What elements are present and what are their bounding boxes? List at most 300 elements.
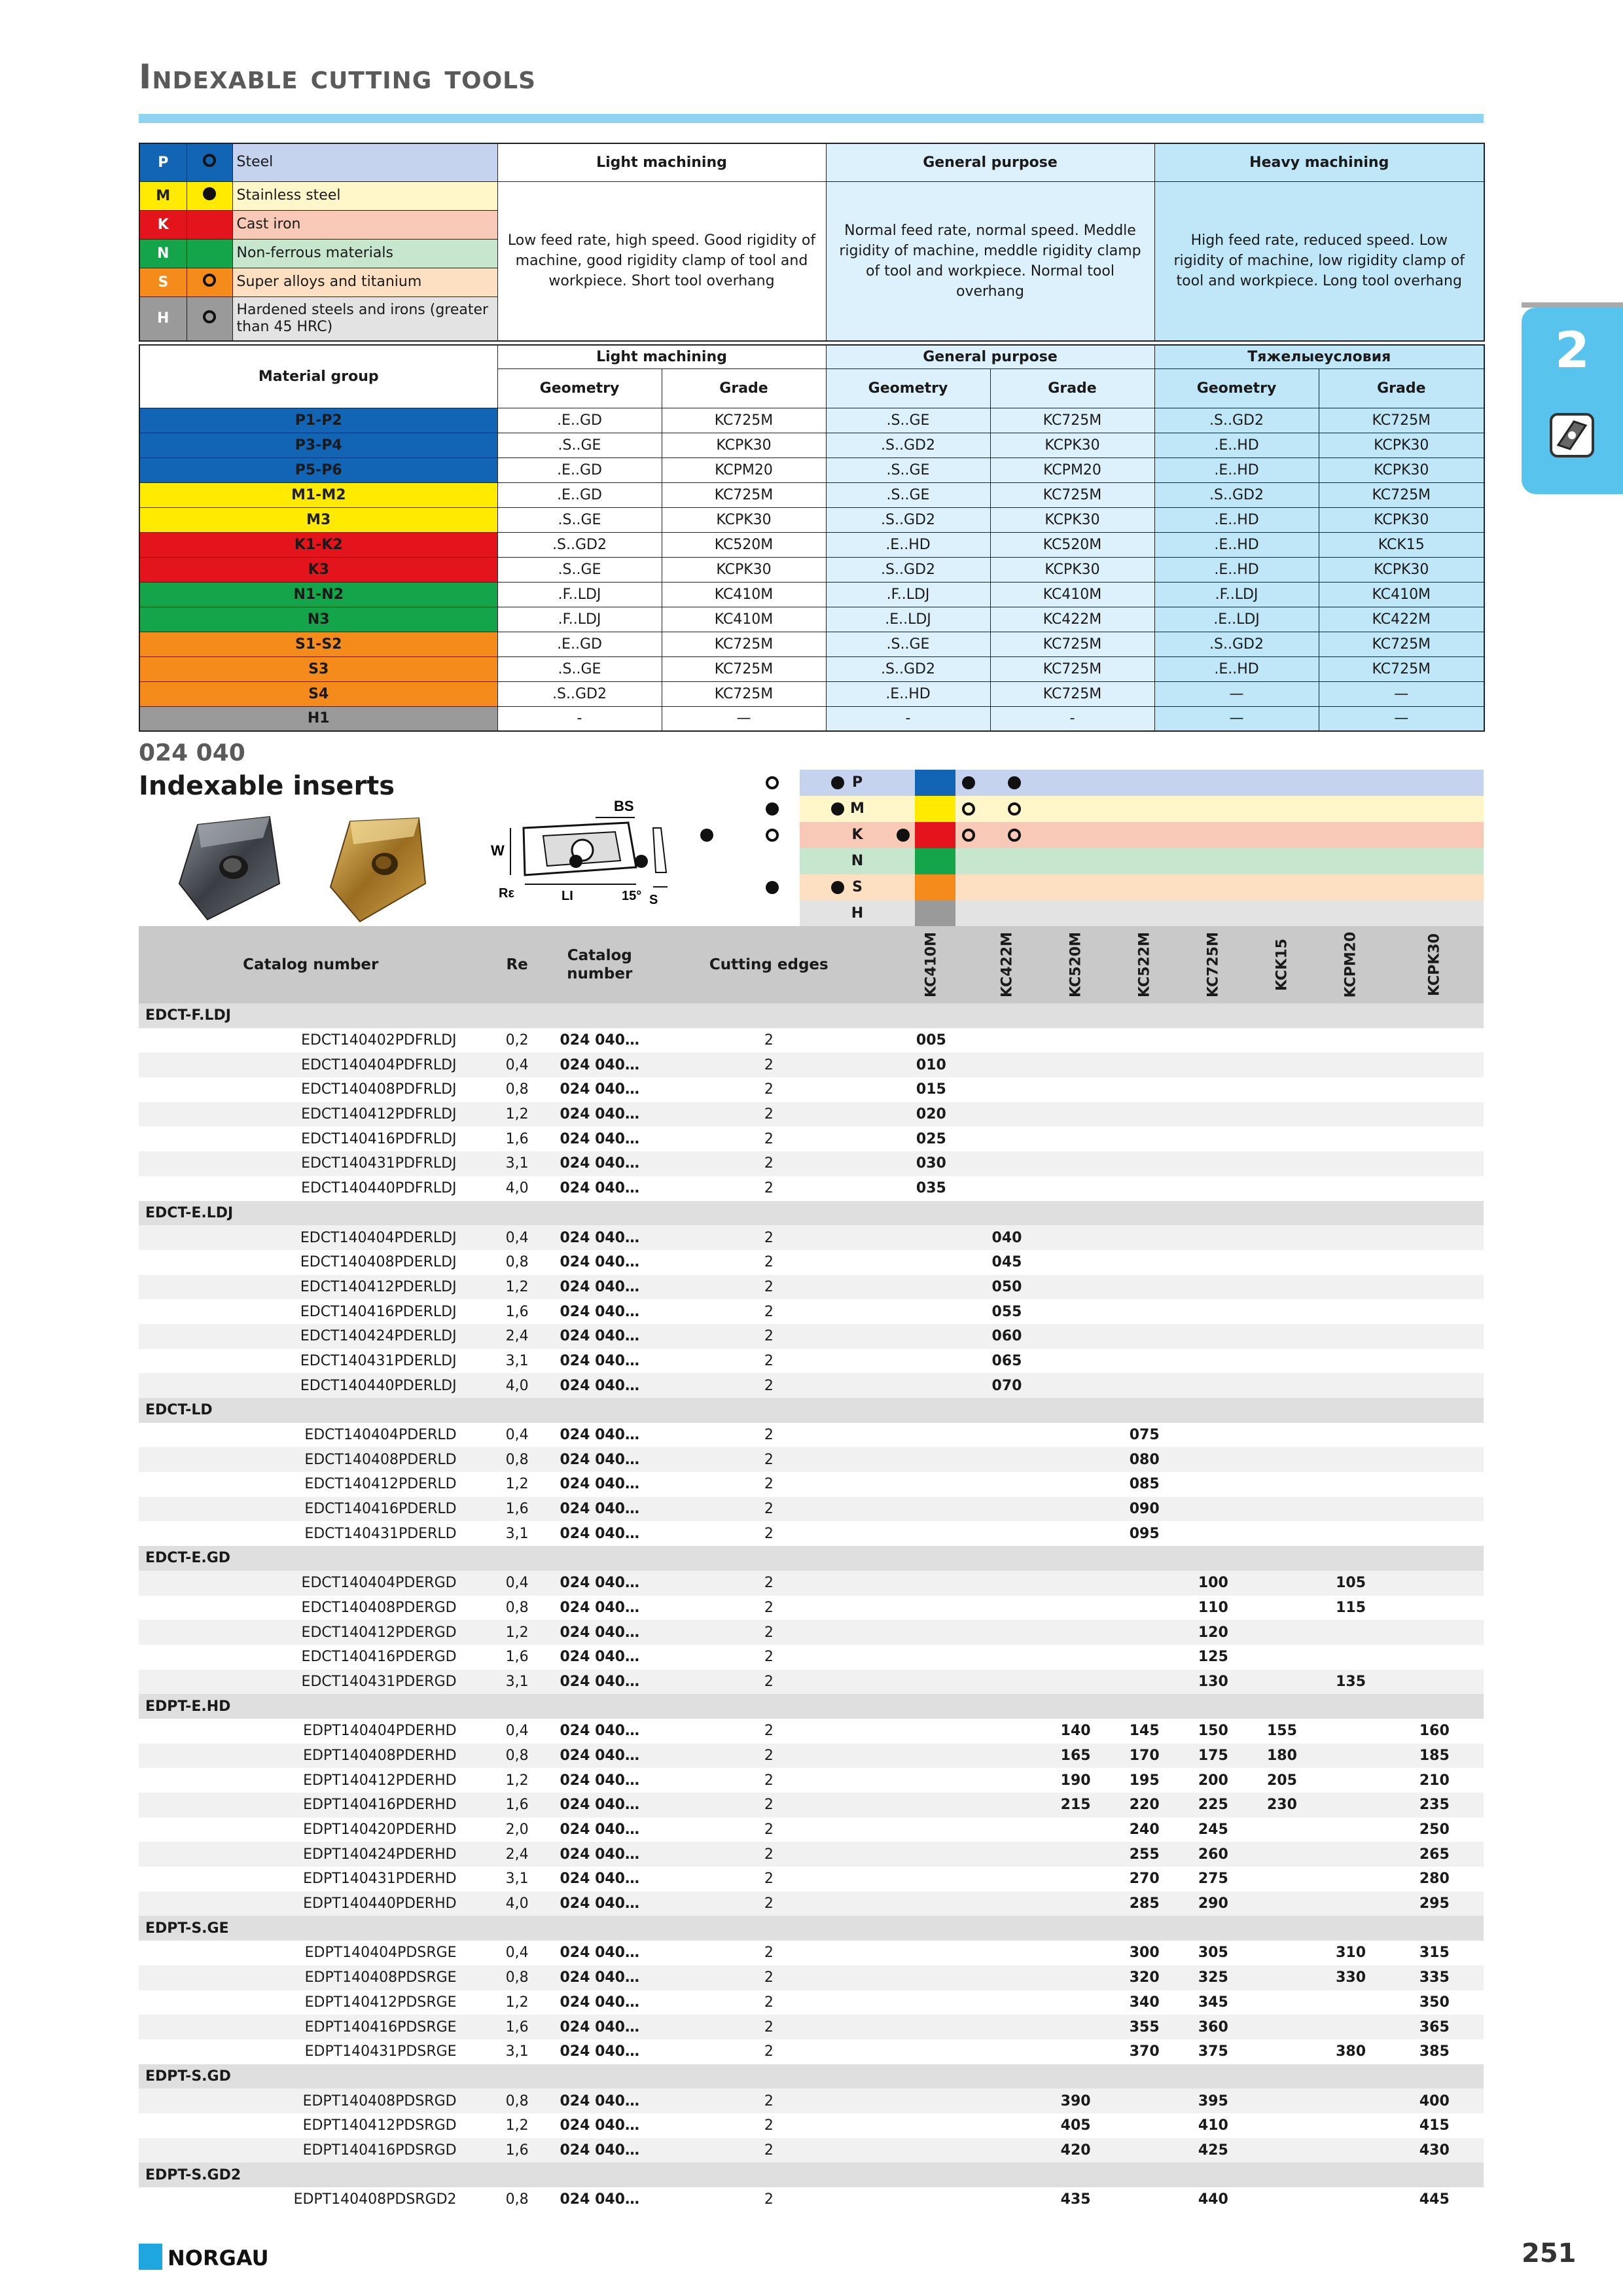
grade-code-cell bbox=[1317, 1620, 1385, 1645]
grade-code-cell bbox=[1247, 1447, 1316, 1472]
catalog-number-cell[interactable]: EDCT140408PDFRLDJ bbox=[139, 1077, 483, 1102]
grade-code-cell bbox=[890, 1250, 972, 1275]
cutting-edges-cell: 2 bbox=[648, 1052, 890, 1077]
grade-cell: KCPK30 bbox=[662, 433, 826, 457]
catalog-number-cell[interactable]: EDCT140416PDERGD bbox=[139, 1645, 483, 1670]
catalog-number-cell[interactable]: EDCT140404PDERGD bbox=[139, 1571, 483, 1596]
grade-code-cell bbox=[1041, 2039, 1110, 2064]
geometry-cell: — bbox=[1154, 706, 1319, 731]
grade-code-cell bbox=[1110, 1324, 1179, 1349]
grade-code-cell bbox=[890, 1596, 972, 1621]
catalog-number-cell[interactable]: EDPT140412PDSRGD bbox=[139, 2113, 483, 2138]
grade-chart-swatch bbox=[915, 848, 955, 874]
catalog-number-cell[interactable]: EDCT140408PDERLDJ bbox=[139, 1250, 483, 1275]
geometry-cell: .S..GD2 bbox=[497, 532, 662, 557]
catalog-row bbox=[139, 2138, 1484, 2163]
grade-code-cell bbox=[1317, 1867, 1385, 1892]
grade-code-cell: 170 bbox=[1110, 1744, 1179, 1768]
filled-dot-icon bbox=[569, 855, 582, 868]
catalog-number-cell[interactable]: EDPT140408PDERHD bbox=[139, 1744, 483, 1768]
catalog-number-cell[interactable]: EDCT140412PDERLD bbox=[139, 1472, 483, 1497]
filled-dot-icon bbox=[962, 776, 975, 789]
grade-code-cell: 275 bbox=[1179, 1867, 1247, 1892]
chapter-number: 2 bbox=[1555, 321, 1590, 379]
cutting-edges-cell: 2 bbox=[648, 1373, 890, 1398]
catalog-number-cell[interactable]: EDCT140431PDFRLDJ bbox=[139, 1151, 483, 1176]
grade-code-cell bbox=[972, 1670, 1041, 1695]
matrix-section-header: Light machining bbox=[497, 345, 826, 368]
grade-code-cell: 445 bbox=[1385, 2187, 1484, 2212]
grade-code-cell bbox=[972, 2138, 1041, 2163]
catalog-number-cell[interactable]: EDCT140412PDERGD bbox=[139, 1620, 483, 1645]
catalog-group-name: EDCT-E.GD bbox=[139, 1546, 1484, 1571]
catalog-ref-cell: 024 040… bbox=[552, 1670, 648, 1695]
geometry-cell: .E..HD bbox=[1154, 557, 1319, 582]
re-cell: 3,1 bbox=[483, 1349, 552, 1374]
catalog-row bbox=[139, 2039, 1484, 2064]
brand-logo bbox=[139, 2244, 329, 2270]
material-group-cell: K3 bbox=[139, 557, 497, 582]
catalog-number-cell[interactable]: EDPT140404PDSRGE bbox=[139, 1941, 483, 1965]
grade-code-cell: 220 bbox=[1110, 1793, 1179, 1818]
grade-code-cell: 085 bbox=[1110, 1472, 1179, 1497]
material-group-cell: H1 bbox=[139, 706, 497, 731]
grade-code-cell bbox=[890, 1965, 972, 1990]
catalog-row bbox=[139, 2015, 1484, 2039]
catalog-number-cell[interactable]: EDPT140416PDERHD bbox=[139, 1793, 483, 1818]
re-cell: 0,2 bbox=[483, 1028, 552, 1053]
grade-chart-row bbox=[800, 822, 1484, 848]
grade-code-cell bbox=[1317, 2089, 1385, 2113]
grade-code-cell bbox=[1385, 1176, 1484, 1201]
catalog-number-cell[interactable]: EDPT140408PDSRGD bbox=[139, 2089, 483, 2113]
catalog-number-cell[interactable]: EDCT140416PDFRLDJ bbox=[139, 1126, 483, 1151]
grade-code-cell bbox=[1179, 1299, 1247, 1324]
grade-code-cell bbox=[1317, 1275, 1385, 1300]
re-cell: 2,0 bbox=[483, 1818, 552, 1842]
grade-code-cell bbox=[890, 2089, 972, 2113]
catalog-number-cell[interactable]: EDCT140424PDERLDJ bbox=[139, 1324, 483, 1349]
material-group-cell: P3-P4 bbox=[139, 433, 497, 457]
grade-code-cell bbox=[972, 1102, 1041, 1127]
grade-code-cell: 425 bbox=[1179, 2138, 1247, 2163]
catalog-number-cell[interactable]: EDCT140431PDERLD bbox=[139, 1521, 483, 1546]
grade-code-cell bbox=[1385, 1349, 1484, 1374]
grade-code-cell bbox=[1179, 1225, 1247, 1250]
grade-code-cell: 405 bbox=[1041, 2113, 1110, 2138]
catalog-number-cell[interactable]: EDPT140412PDSRGE bbox=[139, 1990, 483, 2015]
material-code: P bbox=[139, 143, 187, 181]
grade-code-cell bbox=[1110, 1225, 1179, 1250]
catalog-row bbox=[139, 1052, 1484, 1077]
grade-cell: KCPK30 bbox=[990, 507, 1154, 532]
grade-code-cell bbox=[890, 2039, 972, 2064]
grade-code-cell: 350 bbox=[1385, 1990, 1484, 2015]
grade-header: Grade bbox=[990, 368, 1154, 408]
cutting-edges-cell: 2 bbox=[648, 2187, 890, 2212]
catalog-ref-cell: 024 040… bbox=[552, 1596, 648, 1621]
catalog-number-cell[interactable]: EDCT140404PDERLDJ bbox=[139, 1225, 483, 1250]
label-re: Rε bbox=[499, 886, 514, 901]
geometry-cell: .S..GE bbox=[826, 408, 990, 433]
cutting-edges-cell: 2 bbox=[648, 2138, 890, 2163]
grade-column-header bbox=[890, 926, 972, 1003]
re-cell: 1,6 bbox=[483, 2138, 552, 2163]
grade-code-cell bbox=[972, 1965, 1041, 1990]
catalog-ref-cell: 024 040… bbox=[552, 1990, 648, 2015]
re-cell: 1,6 bbox=[483, 1299, 552, 1324]
cutting-edges-cell: 2 bbox=[648, 1744, 890, 1768]
material-group-cell: S1-S2 bbox=[139, 632, 497, 656]
grade-code-cell bbox=[1385, 1447, 1484, 1472]
grade-code-cell: 160 bbox=[1385, 1719, 1484, 1744]
grade-code-cell bbox=[1317, 2113, 1385, 2138]
re-cell: 0,4 bbox=[483, 1571, 552, 1596]
grade-code-cell bbox=[1179, 1052, 1247, 1077]
grade-code-cell: 005 bbox=[890, 1028, 972, 1053]
catalog-number-cell[interactable]: EDCT140408PDERLD bbox=[139, 1447, 483, 1472]
grade-code-cell bbox=[1110, 2113, 1179, 2138]
geometry-header: Geometry bbox=[1154, 368, 1319, 408]
grade-code-cell bbox=[1179, 1077, 1247, 1102]
material-legend bbox=[139, 143, 1485, 342]
catalog-number-cell[interactable]: EDPT140404PDERHD bbox=[139, 1719, 483, 1744]
grade-header: Grade bbox=[662, 368, 826, 408]
geometry-cell: .E..HD bbox=[1154, 457, 1319, 482]
grade-cell: KCPK30 bbox=[990, 557, 1154, 582]
grade-code-cell bbox=[1317, 1521, 1385, 1546]
catalog-number-cell[interactable]: EDPT140408PDSRGE bbox=[139, 1965, 483, 1990]
grade-code-cell: 090 bbox=[1110, 1497, 1179, 1522]
re-cell: 0,4 bbox=[483, 1941, 552, 1965]
catalog-group-name: EDPT-S.GD bbox=[139, 2064, 1484, 2089]
material-code: N bbox=[139, 239, 187, 268]
catalog-number-cell[interactable]: EDPT140420PDERHD bbox=[139, 1818, 483, 1842]
label-li: LI bbox=[562, 889, 573, 903]
grade-code-cell: 040 bbox=[972, 1225, 1041, 1250]
geometry-cell: .E..HD bbox=[826, 681, 990, 706]
grade-code-cell: 045 bbox=[972, 1250, 1041, 1275]
ring-icon bbox=[962, 829, 975, 842]
catalog-group-name: EDCT-F.LDJ bbox=[139, 1003, 1484, 1028]
catalog-number-cell[interactable]: EDPT140424PDERHD bbox=[139, 1842, 483, 1867]
grade-chart-row bbox=[800, 901, 1484, 927]
catalog-number-cell[interactable]: EDCT140412PDFRLDJ bbox=[139, 1102, 483, 1127]
catalog-ref-cell: 024 040… bbox=[552, 1373, 648, 1398]
grade-code-cell: 135 bbox=[1317, 1670, 1385, 1695]
grade-code-cell: 020 bbox=[890, 1102, 972, 1127]
catalog-row bbox=[139, 1620, 1484, 1645]
grade-code-cell bbox=[890, 1941, 972, 1965]
grade-cell: KCPK30 bbox=[990, 433, 1154, 457]
catalog-ref-cell: 024 040… bbox=[552, 1645, 648, 1670]
grade-cell: KCPK30 bbox=[1319, 457, 1484, 482]
grade-cell: KC520M bbox=[990, 532, 1154, 557]
grade-code-cell: 430 bbox=[1385, 2138, 1484, 2163]
catalog-ref-cell: 024 040… bbox=[552, 1719, 648, 1744]
catalog-ref-cell: 024 040… bbox=[552, 1521, 648, 1546]
grade-code-cell: 030 bbox=[890, 1151, 972, 1176]
grade-code-cell bbox=[1179, 1250, 1247, 1275]
grade-code-cell bbox=[1317, 1423, 1385, 1448]
filled-dot-icon bbox=[1008, 776, 1021, 789]
grade-code-cell bbox=[1385, 1052, 1484, 1077]
grade-cell: KC725M bbox=[990, 408, 1154, 433]
grade-code-cell bbox=[1041, 1028, 1110, 1053]
catalog-ref-cell: 024 040… bbox=[552, 1102, 648, 1127]
re-cell: 2,4 bbox=[483, 1324, 552, 1349]
grade-code-cell bbox=[1385, 1571, 1484, 1596]
catalog-ref-cell: 024 040… bbox=[552, 1077, 648, 1102]
catalog-row bbox=[139, 1275, 1484, 1300]
catalog-number-cell[interactable]: EDPT140431PDSRGE bbox=[139, 2039, 483, 2064]
grade-code-cell bbox=[1041, 1126, 1110, 1151]
re-cell: 0,4 bbox=[483, 1423, 552, 1448]
catalog-ref-cell: 024 040… bbox=[552, 2187, 648, 2212]
grade-code-cell bbox=[890, 1497, 972, 1522]
grade-code-cell bbox=[1110, 1596, 1179, 1621]
grade-code-cell bbox=[1385, 1028, 1484, 1053]
brand-square bbox=[139, 2244, 162, 2270]
grade-code-cell bbox=[1247, 2113, 1316, 2138]
cutting-edges-cell: 2 bbox=[648, 1275, 890, 1300]
grade-code-cell bbox=[1317, 1028, 1385, 1053]
label-angle: 15° bbox=[622, 889, 642, 903]
grade-chart-row bbox=[800, 770, 1484, 796]
grade-code-cell bbox=[972, 1596, 1041, 1621]
catalog-row bbox=[139, 1373, 1484, 1398]
re-cell: 1,6 bbox=[483, 1497, 552, 1522]
grade-code-cell bbox=[972, 1842, 1041, 1867]
grade-code-cell bbox=[1110, 2089, 1179, 2113]
grade-cell: KC410M bbox=[662, 607, 826, 632]
grade-cell: KCPM20 bbox=[662, 457, 826, 482]
cutting-edges-cell: 2 bbox=[648, 1250, 890, 1275]
grade-code-cell bbox=[1317, 1324, 1385, 1349]
geometry-cell: - bbox=[826, 706, 990, 731]
cutting-edges-cell: 2 bbox=[648, 1842, 890, 1867]
grade-code-cell bbox=[1385, 1250, 1484, 1275]
grade-code-cell bbox=[972, 1867, 1041, 1892]
grade-code-cell bbox=[890, 2138, 972, 2163]
grade-code-cell bbox=[1041, 1472, 1110, 1497]
catalog-group-row bbox=[139, 2064, 1484, 2089]
catalog-number-cell[interactable]: EDCT140440PDERLDJ bbox=[139, 1373, 483, 1398]
material-group-cell: S4 bbox=[139, 681, 497, 706]
grade-code-cell bbox=[1179, 1102, 1247, 1127]
grade-code-cell bbox=[890, 1793, 972, 1818]
grade-chart-label: S bbox=[852, 879, 863, 895]
geometry-cell: .E..HD bbox=[1154, 433, 1319, 457]
grade-code-cell bbox=[1317, 1052, 1385, 1077]
catalog-row bbox=[139, 2113, 1484, 2138]
grade-code-cell bbox=[1317, 1497, 1385, 1522]
grade-code-cell bbox=[1247, 1324, 1316, 1349]
catalog-row bbox=[139, 1176, 1484, 1201]
catalog-number-cell[interactable]: EDCT140416PDERLDJ bbox=[139, 1299, 483, 1324]
cutting-edges-cell: 2 bbox=[648, 1472, 890, 1497]
grade-code-cell bbox=[1317, 2138, 1385, 2163]
grade-code-cell bbox=[1385, 1151, 1484, 1176]
grade-code-cell bbox=[1041, 1965, 1110, 1990]
matrix-row bbox=[139, 706, 1484, 731]
geometry-cell: .S..GE bbox=[497, 557, 662, 582]
grade-column-header bbox=[1041, 926, 1110, 1003]
geometry-header: Geometry bbox=[497, 368, 662, 408]
grade-cell: KCK15 bbox=[1319, 532, 1484, 557]
geometry-cell: .S..GE bbox=[826, 457, 990, 482]
catalog-number-cell[interactable]: EDCT140412PDERLDJ bbox=[139, 1275, 483, 1300]
geometry-cell: .E..GD bbox=[497, 482, 662, 507]
catalog-row bbox=[139, 1423, 1484, 1448]
grade-code-cell bbox=[972, 1620, 1041, 1645]
material-description: Non-ferrous materials bbox=[232, 239, 497, 268]
grade-code-cell bbox=[972, 1497, 1041, 1522]
brand-name: NORGAU bbox=[168, 2246, 269, 2270]
insert-grey-image bbox=[171, 812, 289, 926]
legend-column-head: General purpose bbox=[826, 143, 1154, 181]
section-title: Indexable inserts bbox=[139, 771, 395, 801]
catalog-ref-cell: 024 040… bbox=[552, 1052, 648, 1077]
re-cell: 0,8 bbox=[483, 1965, 552, 1990]
grade-code-cell: 365 bbox=[1385, 2015, 1484, 2039]
material-description: Steel bbox=[232, 143, 497, 181]
catalog-group-row bbox=[139, 1398, 1484, 1423]
catalog-number-cell[interactable]: EDPT140412PDERHD bbox=[139, 1768, 483, 1793]
grade-code-cell bbox=[1179, 1447, 1247, 1472]
grade-code-cell: 125 bbox=[1179, 1645, 1247, 1670]
grade-code-cell bbox=[1179, 1176, 1247, 1201]
grade-code-cell bbox=[1041, 1645, 1110, 1670]
grade-cell: KC725M bbox=[662, 408, 826, 433]
grade-code-cell bbox=[1247, 1965, 1316, 1990]
cutting-edges-cell: 2 bbox=[648, 1126, 890, 1151]
re-cell: 0,8 bbox=[483, 1077, 552, 1102]
catalog-ref-cell: 024 040… bbox=[552, 2138, 648, 2163]
re-cell: 4,0 bbox=[483, 1176, 552, 1201]
grade-cell: KCPK30 bbox=[1319, 507, 1484, 532]
grade-code-cell bbox=[1317, 1842, 1385, 1867]
grade-code-cell: 185 bbox=[1385, 1744, 1484, 1768]
grade-cell: - bbox=[990, 706, 1154, 731]
catalog-number-cell[interactable]: EDCT140408PDERGD bbox=[139, 1596, 483, 1621]
material-group-cell: P1-P2 bbox=[139, 408, 497, 433]
catalog-number-cell[interactable]: EDPT140440PDERHD bbox=[139, 1892, 483, 1916]
grade-code-cell bbox=[1247, 1867, 1316, 1892]
catalog-row bbox=[139, 1571, 1484, 1596]
grade-code-cell bbox=[1317, 1102, 1385, 1127]
grade-code-cell bbox=[890, 1275, 972, 1300]
grade-code-cell bbox=[1041, 1941, 1110, 1965]
ring-icon bbox=[766, 776, 779, 789]
catalog-row bbox=[139, 1941, 1484, 1965]
label-s: S bbox=[649, 893, 658, 906]
grade-cell: KCPK30 bbox=[662, 507, 826, 532]
re-cell: 1,2 bbox=[483, 1990, 552, 2015]
catalog-ref-cell: 024 040… bbox=[552, 1423, 648, 1448]
geometry-cell: .E..LDJ bbox=[1154, 607, 1319, 632]
catalog-ref-cell: 024 040… bbox=[552, 1250, 648, 1275]
grade-cell: KCPM20 bbox=[990, 457, 1154, 482]
grade-code-cell bbox=[890, 1990, 972, 2015]
grade-code-cell bbox=[1247, 1818, 1316, 1842]
matrix-row bbox=[139, 482, 1484, 507]
grade-code-cell bbox=[972, 2187, 1041, 2212]
catalog-number-cell[interactable]: EDCT140431PDERLDJ bbox=[139, 1349, 483, 1374]
label-w: W bbox=[491, 842, 505, 859]
catalog-number-cell[interactable]: EDCT140431PDERGD bbox=[139, 1670, 483, 1695]
catalog-ref-cell: 024 040… bbox=[552, 1299, 648, 1324]
grade-chart-row bbox=[800, 796, 1484, 822]
cutting-edges-cell: 2 bbox=[648, 1497, 890, 1522]
catalog-number-cell[interactable]: EDPT140408PDSRGD2 bbox=[139, 2187, 483, 2212]
grade-code-cell: 155 bbox=[1247, 1719, 1316, 1744]
re-cell: 3,1 bbox=[483, 2039, 552, 2064]
catalog-group-row bbox=[139, 1694, 1484, 1719]
grade-code-cell bbox=[1041, 1842, 1110, 1867]
grade-code-cell bbox=[890, 2113, 972, 2138]
catalog-row bbox=[139, 1151, 1484, 1176]
grade-code-cell bbox=[1317, 1176, 1385, 1201]
grade-code-cell bbox=[1041, 1596, 1110, 1621]
grade-code-cell bbox=[1247, 1670, 1316, 1695]
filled-dot-icon bbox=[700, 829, 713, 842]
chapter-tab[interactable] bbox=[1522, 308, 1623, 494]
catalog-row bbox=[139, 1521, 1484, 1546]
catalog-row bbox=[139, 1842, 1484, 1867]
grade-code-cell: 375 bbox=[1179, 2039, 1247, 2064]
grade-code-cell bbox=[1317, 1299, 1385, 1324]
re-cell: 1,6 bbox=[483, 2015, 552, 2039]
grade-code-cell bbox=[1385, 1275, 1484, 1300]
grade-code-cell bbox=[890, 1670, 972, 1695]
re-cell: 0,4 bbox=[483, 1052, 552, 1077]
catalog-row bbox=[139, 1744, 1484, 1768]
grade-code-cell bbox=[890, 1423, 972, 1448]
grade-code-cell bbox=[1041, 1151, 1110, 1176]
cutting-edges-cell: 2 bbox=[648, 1596, 890, 1621]
grade-cell: KC725M bbox=[662, 482, 826, 507]
grade-code-cell bbox=[1385, 1645, 1484, 1670]
catalog-number-cell[interactable]: EDPT140416PDSRGE bbox=[139, 2015, 483, 2039]
cutting-edges-cell: 2 bbox=[648, 1299, 890, 1324]
catalog-number-cell[interactable]: EDCT140416PDERLD bbox=[139, 1497, 483, 1522]
grade-code-cell: 265 bbox=[1385, 1842, 1484, 1867]
catalog-number-cell[interactable]: EDCT140440PDFRLDJ bbox=[139, 1176, 483, 1201]
grade-code-cell bbox=[1247, 1349, 1316, 1374]
catalog-group-row bbox=[139, 1201, 1484, 1226]
grade-code-cell bbox=[972, 1151, 1041, 1176]
grade-code-cell: 340 bbox=[1110, 1990, 1179, 2015]
grade-code-cell bbox=[1110, 1151, 1179, 1176]
catalog-number-cell[interactable]: EDCT140404PDERLD bbox=[139, 1423, 483, 1448]
catalog-number-cell[interactable]: EDPT140431PDERHD bbox=[139, 1867, 483, 1892]
catalog-number-cell[interactable]: EDCT140404PDFRLDJ bbox=[139, 1052, 483, 1077]
grade-cell: KCPK30 bbox=[662, 557, 826, 582]
catalog-number-cell[interactable]: EDPT140416PDSRGD bbox=[139, 2138, 483, 2163]
re-cell: 4,0 bbox=[483, 1373, 552, 1398]
grade-code-cell bbox=[1041, 1176, 1110, 1201]
grade-code-cell bbox=[972, 1176, 1041, 1201]
grade-code-cell: 310 bbox=[1317, 1941, 1385, 1965]
matrix-row bbox=[139, 457, 1484, 482]
grade-chart-row bbox=[800, 874, 1484, 901]
material-group-cell: N1-N2 bbox=[139, 582, 497, 607]
grade-code-cell bbox=[1385, 1324, 1484, 1349]
grade-chart-label: K bbox=[851, 827, 863, 843]
catalog-number-cell[interactable]: EDCT140402PDFRLDJ bbox=[139, 1028, 483, 1053]
grade-code-cell bbox=[1110, 1645, 1179, 1670]
